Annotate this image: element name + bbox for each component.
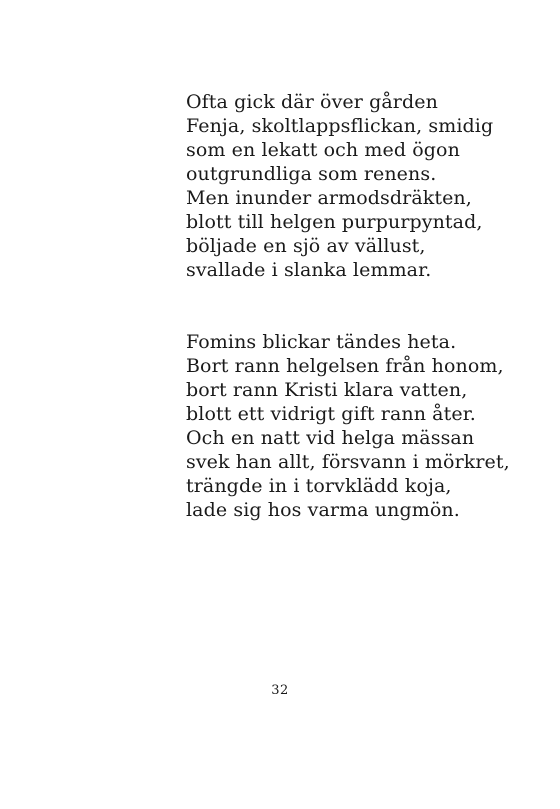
poem-line: Ofta gick där över gården: [186, 91, 438, 113]
poem-line: som en lekatt och med ögon: [186, 139, 460, 161]
page-number: 32: [271, 683, 289, 698]
poem-line: Men inunder armodsdräkten,: [186, 187, 472, 209]
poem-line: Fomins blickar tändes heta.: [186, 331, 457, 353]
poem-stanza-1: [186, 90, 493, 282]
poem-line: Och en natt vid helga mässan: [186, 427, 475, 449]
poem-line: lade sig hos varma ungmön.: [186, 499, 460, 521]
poem-line: Fenja, skoltlappsflickan, smidig: [186, 115, 494, 137]
poem-line: svallade i slanka lemmar.: [186, 259, 432, 281]
poem-line: Bort rann helgelsen från honom,: [186, 355, 504, 377]
poem-line: outgrundliga som renens.: [186, 163, 437, 185]
poem-line: böljade en sjö av vällust,: [186, 235, 426, 257]
poem-line: blott till helgen purpurpyntad,: [186, 211, 483, 233]
poem-stanza-2: [186, 330, 510, 522]
poem-line: bort rann Kristi klara vatten,: [186, 379, 468, 401]
poem-line: blott ett vidrigt gift rann åter.: [186, 403, 476, 425]
poem-line: svek han allt, försvann i mörkret,: [186, 451, 510, 473]
poem-line: trängde in i torvklädd koja,: [186, 475, 452, 497]
